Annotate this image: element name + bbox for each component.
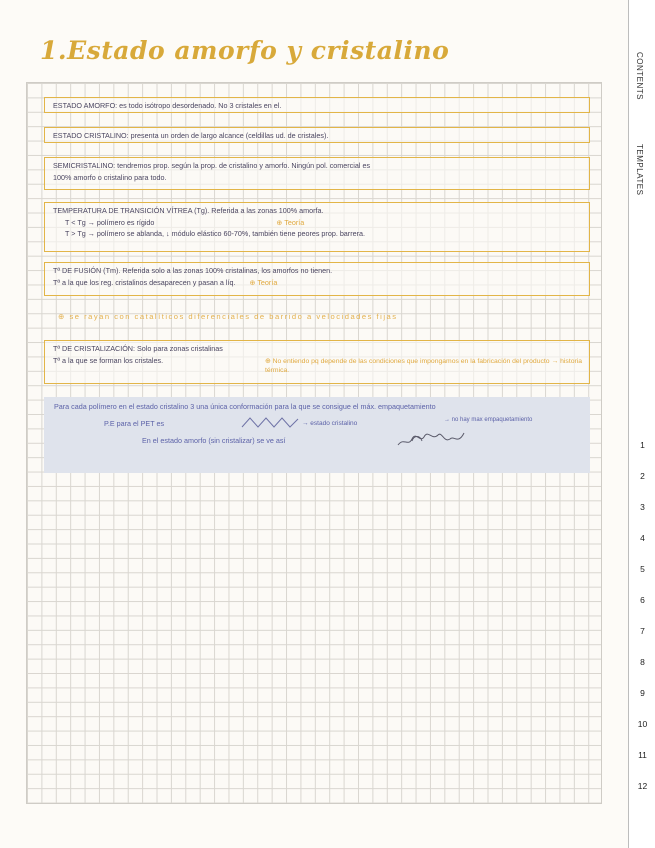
page-link-2[interactable]: 2 [640,471,645,481]
page-title: 1.Estado amorfo y cristalino [40,36,450,65]
tab-templates[interactable]: TEMPLATES [635,144,644,196]
definition-cristalino [44,127,590,143]
tab-contents[interactable]: CONTENTS [635,52,644,100]
packing-line-1: Para cada polímero en el estado cristalino 3 una única conformación para la que se consigue el máx. empaquetamiento [54,402,436,411]
cristalino-text: ESTADO CRISTALINO: presenta un orden de largo alcance (celdillas ud. de cristales). [53,131,329,140]
page-link-12[interactable]: 12 [637,781,648,791]
amorphous-label: En el estado amorfo (sin cristalizar) se ve así [142,436,286,445]
tg-theory-tag: ⊕ Teoría [276,217,305,227]
page-link-11[interactable]: 11 [638,750,647,760]
navigation-sidebar [628,0,655,848]
definition-amorfo [44,97,590,113]
page-link-4[interactable]: 4 [640,533,645,543]
tg-line-2: T < Tg → polímero es rígido [65,217,155,227]
packing-explanation [44,397,590,473]
definition-tm [44,262,590,296]
page-link-5[interactable]: 5 [640,564,645,574]
tm-line-2: Tª a la que los reg. cristalinos desaparecen y pasan a líq. [53,277,236,287]
tg-line-1: TEMPERATURA DE TRANSICIÓN VÍTREA (Tg). Referida a las zonas 100% amorfa. [53,206,324,215]
pet-row [54,415,580,431]
tc-side-note: ⊕ No entiendo pq depende de las condiciones que impongamos en la fabricación del producto → historia térmica. [265,358,583,374]
page-link-8[interactable]: 8 [640,657,645,667]
tg-line-3: T > Tg → polímero se ablanda, ↓ módulo elástico 60-70%, también tiene peores prop. barrera. [65,229,365,238]
pet-label: P.E para el PET es [104,419,165,428]
pet-arrow-label: → estado cristalino [302,420,358,427]
amorphous-row [54,431,580,453]
zigzag-chain-icon [240,415,300,429]
tg-line-2-row [53,217,581,229]
tm-theory-tag: ⊕ Teoría [249,277,278,287]
definition-semicristalino [44,157,590,190]
tm-line-2-row [53,277,581,289]
page-link-1[interactable]: 1 [640,440,645,450]
semicristalino-line-1: SEMICRISTALINO: tendremos prop. según la prop. de cristalino y amorfo. Ningún pol. comercial es [53,161,371,170]
tangled-chain-icon [394,425,474,451]
tm-line-1: Tª DE FUSIÓN (Tm). Referida solo a las zonas 100% cristalinas, los amorfos no tienen. [53,266,333,275]
semicristalino-line-2: 100% amorfo o cristalino para todo. [53,172,167,182]
amorphous-arrow-label: → no hay max empaquetamiento [444,417,533,423]
page-link-6[interactable]: 6 [640,595,645,605]
tc-line-2: Tª a la que se forman los cristales. [53,355,164,365]
page-link-7[interactable]: 7 [640,626,645,636]
definition-tg [44,202,590,252]
amorfo-text: ESTADO AMORFO: es todo isótropo desordenado. No 3 cristales en el. [53,101,282,110]
dsc-note: ⊕ se rayan con catalíticos diferenciales de barrido a velocidades fijas [58,312,398,321]
definition-tc [44,340,590,384]
page-link-9[interactable]: 9 [640,688,645,698]
tc-line-1: Tª DE CRISTALIZACIÓN: Solo para zonas cristalinas [53,344,223,353]
page-link-3[interactable]: 3 [640,502,645,512]
page-link-10[interactable]: 10 [637,719,648,729]
